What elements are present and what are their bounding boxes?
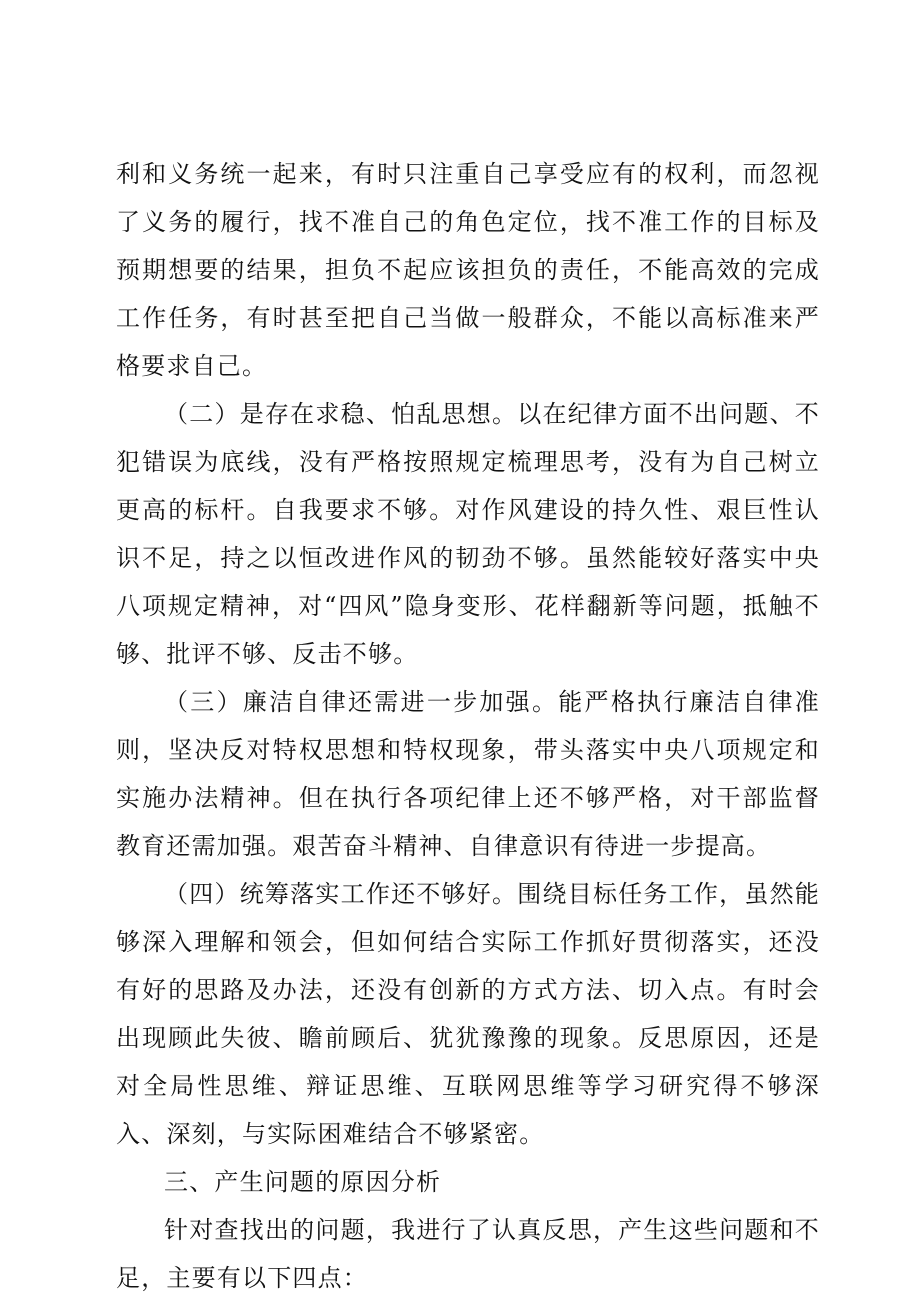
section-heading: 三、产生问题的原因分析: [164, 1168, 442, 1196]
paragraph-item-3: （三）廉洁自律还需进一步加强。能严格执行廉洁自律准则，坚决反对特权思想和特权现象，带头落实中央八项规定和实施办法精神。但在执行各项纪律上还不够严格，对干部监督教育还需加强。艰苦奋斗精神、自律意识有待进一步提高。: [116, 688, 820, 860]
paragraph-continuation: 利和义务统一起来，有时只注重自己享受应有的权利，而忽视了义务的履行，找不准自己的角色定位，找不准工作的目标及预期想要的结果，担负不起应该担负的责任，不能高效的完成工作任务，有时甚至把自己当做一般群众，不能以高标准来严格要求自己。: [116, 160, 820, 380]
paragraph-item-2: （二）是存在求稳、怕乱思想。以在纪律方面不出问题、不犯错误为底线，没有严格按照规定梳理思考，没有为自己树立更高的标杆。自我要求不够。对作风建设的持久性、艰巨性认识不足，持之以恒改进作风的韧劲不够。虽然能较好落实中央八项规定精神，对“四风”隐身变形、花样翻新等问题，抵触不够、批评不够、反击不够。: [116, 400, 820, 668]
document-body: [116, 150, 820, 1302]
closing-paragraph: 针对查找出的问题，我进行了认真反思，产生这些问题和不足，主要有以下四点：: [116, 1216, 820, 1292]
paragraph-item-4: （四）统筹落实工作还不够好。围绕目标任务工作，虽然能够深入理解和领会，但如何结合实际工作抓好贯彻落实，还没有好的思路及办法，还没有创新的方式方法、切入点。有时会出现顾此失彼、瞻前顾后、犹犹豫豫的现象。反思原因，还是对全局性思维、辩证思维、互联网思维等学习研究得不够深入、深刻，与实际困难结合不够紧密。: [116, 880, 820, 1148]
